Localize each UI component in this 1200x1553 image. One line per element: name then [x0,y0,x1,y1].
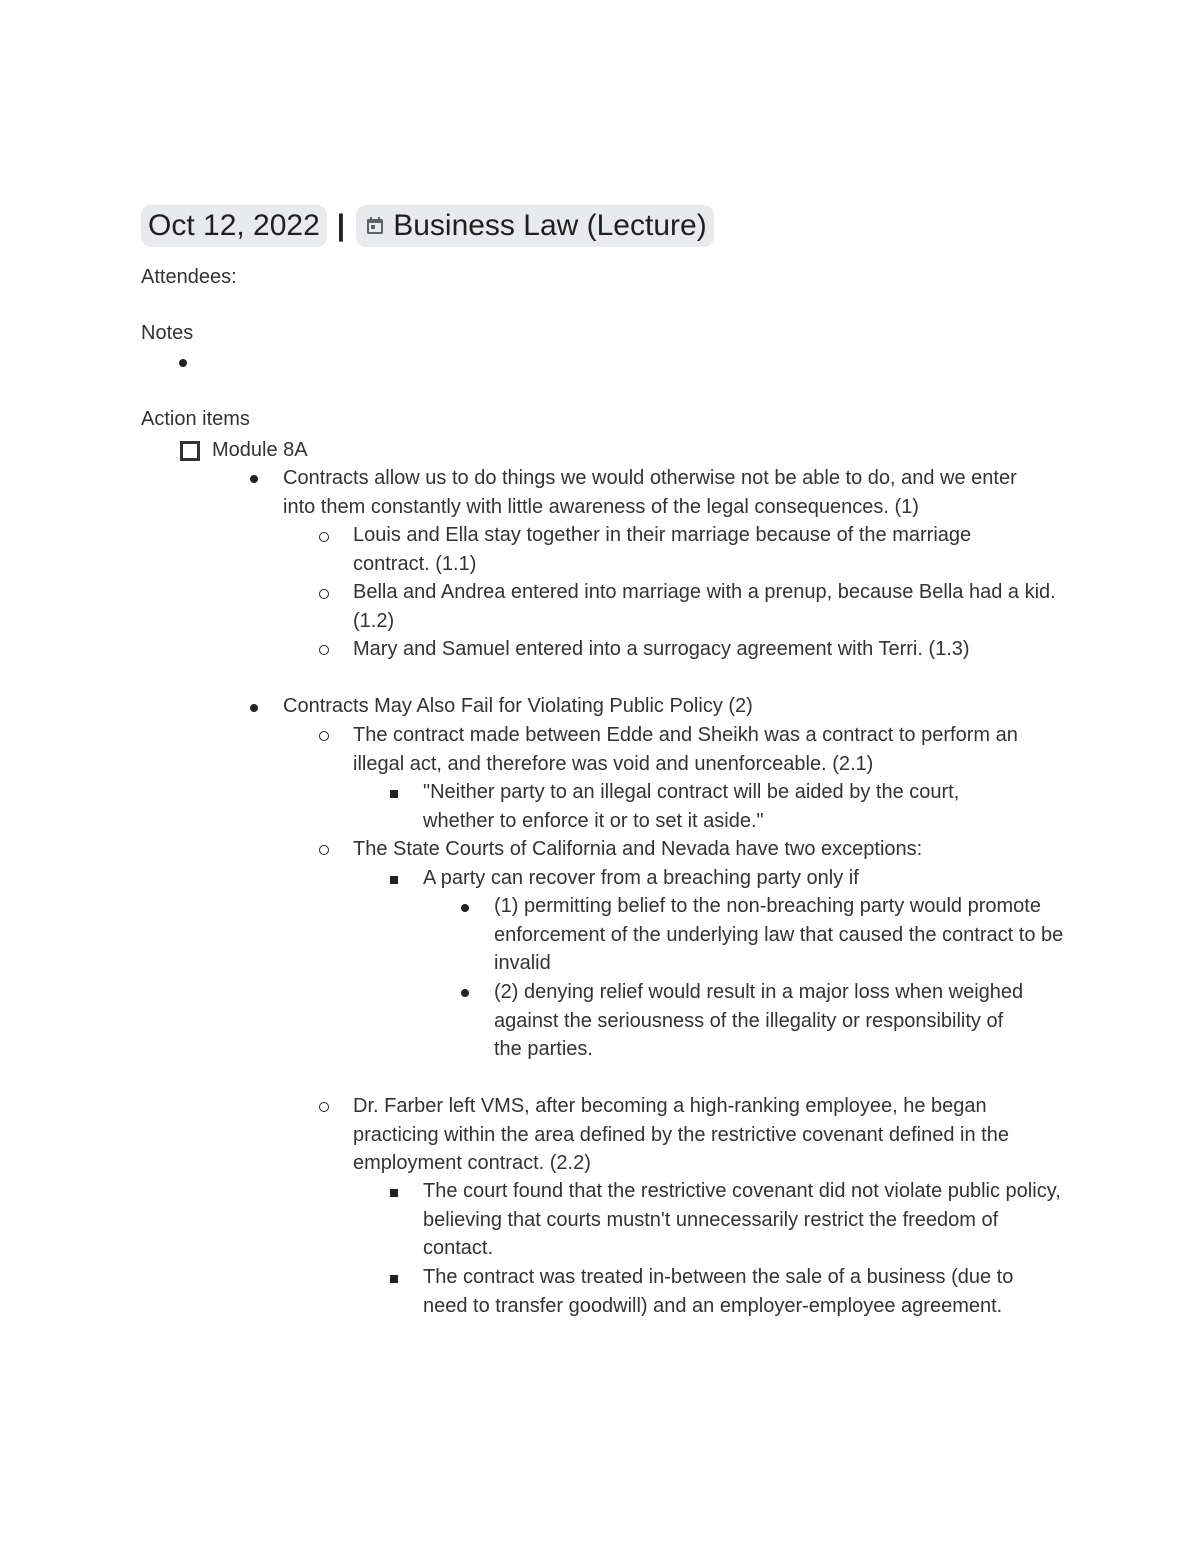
list-item: A party can recover from a breaching party only if [423,867,859,889]
action-items-label: Action items [141,408,250,430]
square-bullet-marker [390,876,398,884]
list-item: The State Courts of California and Nevada have two exceptions: [353,838,923,860]
module-checkbox[interactable] [180,441,200,461]
event-chip[interactable] [356,205,713,247]
list-item: (2) denying relief would result in a major loss when weighed against the seriousness of the illegality or responsibility of the parties. [494,981,1024,1060]
module-label: Module 8A [212,439,308,461]
list-item: (1) permitting belief to the non-breaching party would promote enforcement of the underlying law that caused the contract to be invalid [494,895,1064,974]
list-item: Contracts allow us to do things we would otherwise not be able to do, and we enter into them constantly with little awareness of the legal consequences. (1) [283,467,1017,518]
circle-bullet-marker [319,645,329,655]
date-chip[interactable] [141,205,327,247]
square-bullet-marker [390,1189,398,1197]
circle-bullet-marker [319,1102,329,1112]
circle-bullet-marker [319,845,329,855]
list-item: Dr. Farber left VMS, after becoming a high-ranking employee, he began practicing within the area defined by the restrictive covenant defined in the employment contract. (2.2) [353,1095,1009,1174]
list-item: Louis and Ella stay together in their marriage because of the marriage contract. (1.1) [353,524,972,575]
list-item: The contract was treated in-between the sale of a business (due to need to transfer goodwill) and an employer-employee agreement. [423,1266,1014,1317]
meeting-title-row [141,205,714,247]
disc-bullet-marker [461,904,469,912]
circle-bullet-marker [319,731,329,741]
circle-bullet-marker [319,532,329,542]
empty-notes-bullet [179,359,187,367]
list-item: Contracts May Also Fail for Violating Public Policy (2) [283,695,753,717]
list-item: The court found that the restrictive covenant did not violate public policy, believing that courts mustn't unnecessarily restrict the freedom of contact. [423,1180,1061,1259]
list-item: "Neither party to an illegal contract will be aided by the court, whether to enforce it or to set it aside." [423,781,960,832]
date-text: Oct 12, 2022 [148,209,320,242]
list-item: Bella and Andrea entered into marriage with a prenup, because Bella had a kid. (1.2) [353,581,1056,632]
list-item: Mary and Samuel entered into a surrogacy agreement with Terri. (1.3) [353,638,970,660]
square-bullet-marker [390,790,398,798]
calendar-icon [365,216,385,236]
disc-bullet-marker [250,475,258,483]
disc-bullet-marker [250,704,258,712]
title-separator: | [336,209,346,242]
notes-label: Notes [141,322,194,344]
square-bullet-marker [390,1275,398,1283]
circle-bullet-marker [319,589,329,599]
list-item: The contract made between Edde and Sheikh was a contract to perform an illegal act, and therefore was void and unenforceable. (2.1) [353,724,1018,775]
event-title: Business Law (Lecture) [393,209,707,242]
disc-bullet-marker [461,989,469,997]
attendees-label: Attendees: [141,266,237,288]
